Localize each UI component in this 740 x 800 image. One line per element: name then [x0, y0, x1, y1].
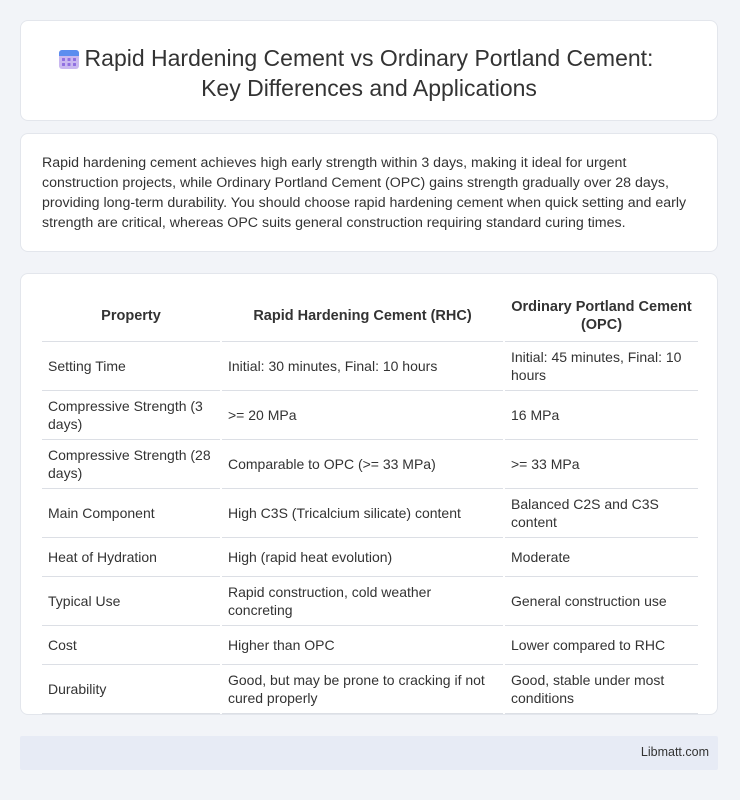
column-header-opc: Ordinary Portland Cement (OPC) [504, 291, 698, 342]
table-cell: 16 MPa [504, 391, 698, 440]
table-header-row [42, 291, 698, 342]
table-cell: General construction use [504, 577, 698, 626]
table-cell: Durability [42, 665, 221, 714]
table-cell: Initial: 30 minutes, Final: 10 hours [221, 342, 504, 391]
table-cell: Heat of Hydration [42, 538, 221, 577]
table-cell: Higher than OPC [221, 626, 504, 665]
header-card [20, 20, 718, 121]
table-cell: Compressive Strength (28 days) [42, 440, 221, 489]
page-title-line2: Key Differences and Applications [201, 75, 537, 101]
table-row [42, 665, 698, 714]
table-cell: Typical Use [42, 577, 221, 626]
table-cell: >= 20 MPa [221, 391, 504, 440]
table-row [42, 626, 698, 665]
table-row [42, 440, 698, 489]
comparison-table [42, 291, 698, 714]
table-row [42, 577, 698, 626]
table-cell: Cost [42, 626, 221, 665]
table-row [42, 489, 698, 538]
summary-card [20, 133, 718, 252]
comparison-table-card [20, 273, 718, 715]
table-row [42, 538, 698, 577]
table-row [42, 342, 698, 391]
table-cell: High C3S (Tricalcium silicate) content [221, 489, 504, 538]
table-cell: Rapid construction, cold weather concreting [221, 577, 504, 626]
table-cell: Comparable to OPC (>= 33 MPa) [221, 440, 504, 489]
summary-text: Rapid hardening cement achieves high early strength within 3 days, making it ideal for urgent construction projects, while Ordinary Portland Cement (OPC) gains strength gradually over 28 days, providing long-term durability. You should choose rapid hardening cement when quick setting and early strength are critical, whereas OPC suits general construction requiring standard curing times. [42, 155, 687, 231]
table-cell: >= 33 MPa [504, 440, 698, 489]
column-header-property: Property [42, 291, 221, 342]
table-cell: High (rapid heat evolution) [221, 538, 504, 577]
page-title [85, 43, 654, 103]
footer [20, 736, 718, 770]
table-cell: Initial: 45 minutes, Final: 10 hours [504, 342, 698, 391]
table-cell: Moderate [504, 538, 698, 577]
table-cell: Main Component [42, 489, 221, 538]
footer-brand-link[interactable]: Libmatt.com [640, 745, 709, 759]
table-cell: Balanced C2S and C3S content [504, 489, 698, 538]
table-cell: Good, but may be prone to cracking if not cured properly [221, 665, 504, 714]
column-header-rhc: Rapid Hardening Cement (RHC) [221, 291, 504, 342]
table-cell: Compressive Strength (3 days) [42, 391, 221, 440]
table-cell: Lower compared to RHC [504, 626, 698, 665]
table-cell: Good, stable under most conditions [504, 665, 698, 714]
page-title-line1: Rapid Hardening Cement vs Ordinary Portland Cement: [84, 45, 654, 71]
table-row [42, 391, 698, 440]
table-cell: Setting Time [42, 342, 221, 391]
